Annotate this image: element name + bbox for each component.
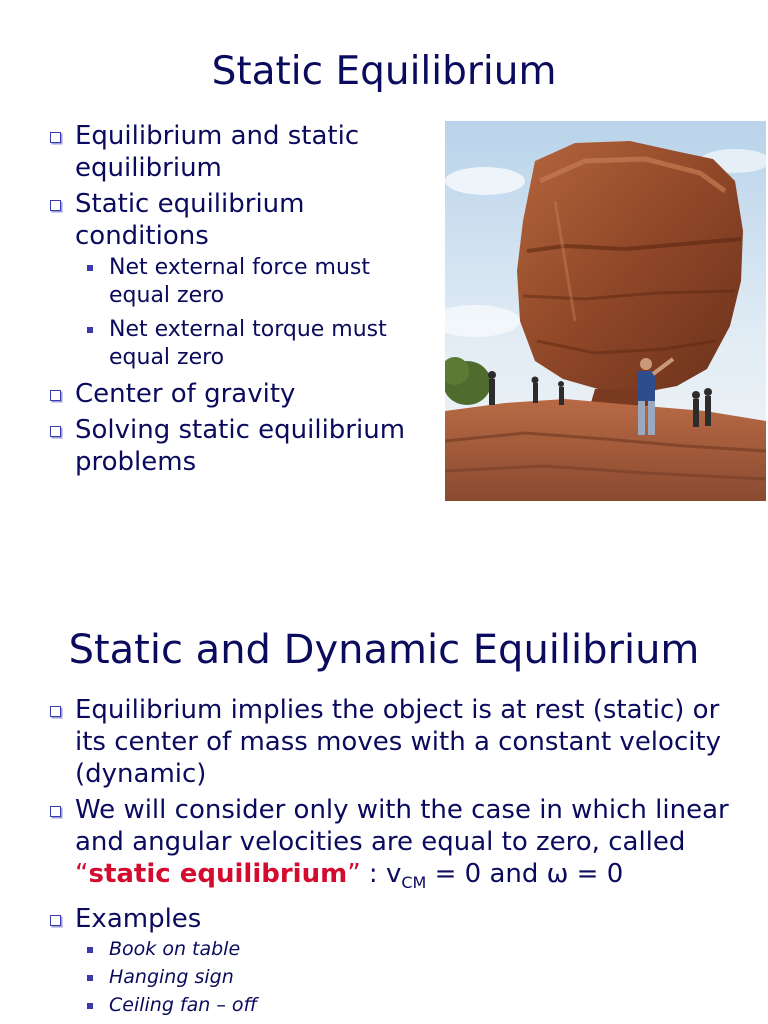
- emphasis-term: static equilibrium: [88, 859, 348, 889]
- close-quote: ”: [347, 859, 361, 889]
- example-item: [75, 993, 748, 1017]
- bullet-text: We will consider only with the case in which linear and angular velocities are equal to zero, called: [75, 795, 729, 857]
- bullet-text: Static equilibrium conditions: [75, 189, 305, 251]
- bullet-item: [48, 414, 428, 478]
- example-text: Book on table: [109, 938, 241, 961]
- bullet-text: Equilibrium implies the object is at rest (static) or its center of mass moves with a constant velocity (dynamic): [75, 695, 722, 789]
- bullet-text: Solving static equilibrium problems: [75, 415, 406, 477]
- sub-bullet-item: [75, 254, 428, 310]
- bullet-text: Equilibrium and static equilibrium: [75, 121, 360, 183]
- sub-bullet-item: [75, 316, 428, 372]
- checkbox-bullet-icon: [50, 390, 61, 401]
- example-item: [75, 937, 748, 961]
- bullet-list: [48, 694, 748, 1021]
- bullet-item: [48, 120, 428, 184]
- checkbox-bullet-icon: [50, 706, 61, 717]
- checkbox-bullet-icon: [50, 915, 61, 926]
- balanced-rock-photo: [445, 121, 766, 501]
- checkbox-bullet-icon: [50, 200, 61, 211]
- square-bullet-icon: [87, 947, 93, 953]
- bullet-item: [48, 794, 748, 899]
- checkbox-bullet-icon: [50, 132, 61, 143]
- bullet-item: [48, 188, 428, 372]
- example-item: [75, 965, 748, 989]
- bullet-item: [48, 378, 428, 410]
- velocity-symbol: v: [385, 859, 402, 889]
- bullet-text: Center of gravity: [75, 379, 296, 409]
- equation-text: = 0 and ω = 0: [426, 859, 624, 889]
- bullet-text: Examples: [75, 904, 202, 935]
- slide-static-dynamic-equilibrium: [0, 600, 768, 1024]
- sub-bullet-text: Net external torque must equal zero: [109, 317, 387, 370]
- square-bullet-icon: [87, 265, 93, 271]
- bullet-item: [48, 903, 748, 1017]
- bullet-list: [48, 120, 428, 482]
- example-text: Ceiling fan – off: [109, 994, 258, 1017]
- square-bullet-icon: [87, 975, 93, 981]
- bullet-item: [48, 694, 748, 790]
- example-text: Hanging sign: [109, 966, 234, 989]
- sub-bullet-text: Net external force must equal zero: [109, 255, 370, 308]
- velocity-subscript: CM: [401, 873, 427, 893]
- slide-title: Static and Dynamic Equilibrium: [68, 627, 700, 673]
- square-bullet-icon: [87, 327, 93, 333]
- colon: :: [360, 859, 386, 889]
- open-quote: “: [75, 859, 89, 889]
- checkbox-bullet-icon: [50, 426, 61, 437]
- examples-list: [75, 937, 748, 1017]
- square-bullet-icon: [87, 1003, 93, 1009]
- sub-bullet-list: [75, 254, 428, 372]
- checkbox-bullet-icon: [50, 806, 61, 817]
- slide-title: Static Equilibrium: [211, 49, 557, 94]
